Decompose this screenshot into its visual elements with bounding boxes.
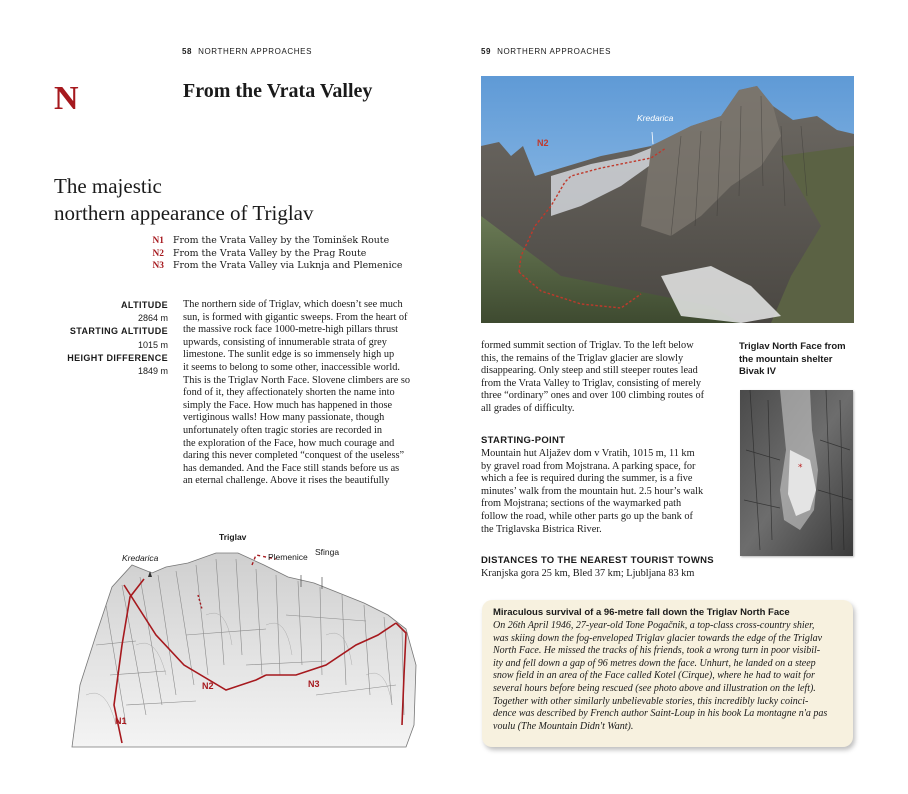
route-code: N1 [152,236,164,246]
info-box [482,600,853,747]
sketch-label-kredarica: Kredarica [122,553,159,563]
height-difference-label: HEIGHT DIFFERENCE [67,352,168,363]
continued-text: formed summit section of Triglav. To the left below this, the remains of the Triglav glacier are slowly disappearing. Only steep and still steeper routes lead from the Vrata Valley to Triglav, consisting of merely three “ordinary” ones and over 100 climbing routes of all grades of difficulty. [481,340,705,414]
route-code: N3 [152,261,164,271]
altitude-value: 2864 m [137,313,168,324]
height-difference-value: 1849 m [137,366,168,377]
north-face-photo [481,76,854,323]
left-running-head-text: NORTHERN APPROACHES [198,47,313,56]
sketch-label-sfinga: Sfinga [315,547,340,557]
route-text: From the Vrata Valley by the Prag Route [173,247,367,259]
bivak-photo-drawing [740,390,853,556]
svg-text:*: * [798,463,803,473]
sketch-route-n2: N2 [202,681,214,691]
left-page-number: 58 [182,47,193,56]
route-text: From the Vrata Valley via Luknja and Plemenice [173,260,403,271]
north-face-sketch [66,525,422,750]
starting-altitude-value: 1015 m [137,339,168,350]
subtitle [54,173,314,227]
info-box-title: Miraculous survival of a 96-metre fall down the Triglav North Face [493,607,790,618]
left-running-head [182,47,312,56]
altitude-label: ALTITUDE [120,300,168,310]
distances-heading: DISTANCES TO THE NEAREST TOURIST TOWNS [481,555,714,566]
route-item [146,260,402,273]
subtitle-line-2: northern appearance of Triglav [54,201,314,225]
route-item [146,235,402,248]
section-letter: N [54,80,79,117]
route-list [146,235,402,273]
photo-label-n2: N2 [537,138,549,148]
photo-label-kredarica: Kredarica [637,113,674,123]
distances-text: Kranjska gora 25 km, Bled 37 km; Ljubljana 83 km [481,568,695,579]
right-running-head [481,47,611,56]
starting-altitude-label: STARTING ALTITUDE [69,326,168,337]
photo-caption: Triglav North Face from the mountain shelter Bivak IV [739,341,846,377]
info-box-text: On 26th April 1946, 27-year-old Tone Pogačnik, a top-class cross-country shier, was skiing down the fog-enveloped Triglav glacier towards the edge of the Triglav North Face. He missed the tracks of his friends, took a wrong turn in poor visibil- ity and fell down a gap of 96 metres down the face. Unhurt, he landed on a steep snow field in an area of the Face called Kotel (Cirque), where he had to wait for several hours before being rescued (see photo above and illustration on the left). Together with other similarly unbelievable stories, this incredibly lucky coinci- dence was described by French author Saint-Loup in his book La montagne n'a pas voulu (The Mountain Didn't Want). [493,620,828,732]
sketch-route-n3: N3 [308,679,320,689]
subtitle-line-1: The majestic [54,174,162,198]
sketch-route-n1: N1 [115,716,127,726]
sketch-label-triglav: Triglav [219,532,247,542]
sketch-label-plemenice: Plemenice [268,552,308,562]
route-item [146,248,402,261]
starting-point-heading: STARTING-POINT [481,435,566,446]
route-text: From the Vrata Valley by the Tominšek Route [173,235,390,246]
intro-text: The northern side of Triglav, which doesn’t see much sun, is formed with gigantic sweeps. From the heart of the massive rock face 1000-metre-high pillars thrust upwards, consisting of innumerable strata of grey limestone. The sunlit edge is so immensely high up it seems to belong to some other, inaccessible world. This is the Triglav North Face. Slovene climbers are so fond of it, they affectionately shorten the name into simply the Face. How much has happened in those vertiginous walls! How many passionate, though unfortunately often tragic stories are recorded in the exploration of the Face, how much courage and daring this never completed “conquest of the useless” has demanded. And the Face still stands before us as an eternal challenge. Above it rises the beautifully [183,299,411,487]
facts-sidebar [40,299,168,378]
starting-point-text: Mountain hut Aljažev dom v Vratih, 1015 m, 11 km by gravel road from Mojstrana. A parking space, for which a fee is required during the summer, is a five minutes’ walk from the mountain hut. 2.5 hour’s walk from Mojstrana; sections of the waymarked path follow the road, while other parts go up the bank of the Triglavska Bistrica River. [481,448,704,535]
page-title: From the Vrata Valley [183,80,373,102]
right-running-head-text: NORTHERN APPROACHES [497,47,612,56]
right-page-number: 59 [481,47,492,56]
bivak-photo [740,390,853,556]
route-code: N2 [152,248,164,259]
